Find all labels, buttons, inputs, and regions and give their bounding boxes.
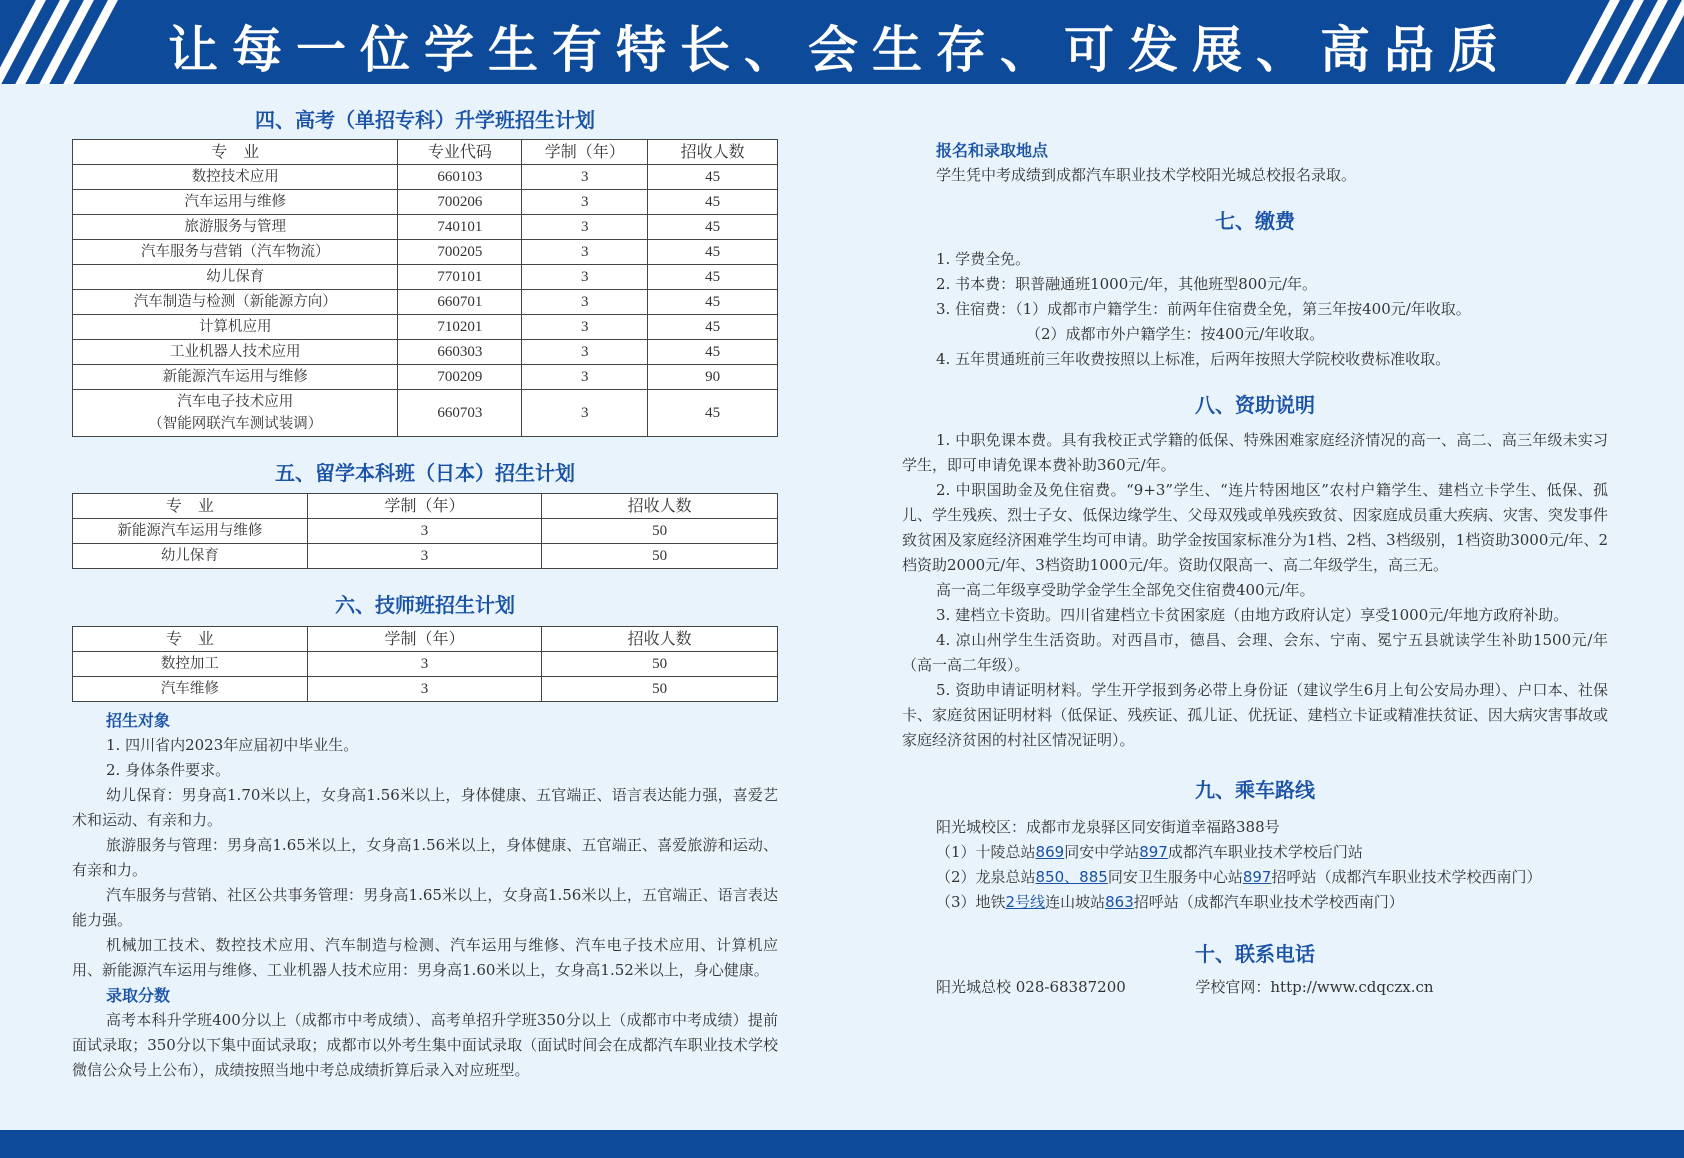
metro-line: 2号线 — [1005, 893, 1046, 911]
cell-years: 3 — [522, 365, 648, 390]
cell-code: 770101 — [398, 265, 522, 290]
cell-major: 工业机器人技术应用 — [73, 340, 398, 365]
section-9-title: 九、乘车路线 — [1195, 778, 1315, 802]
cell-major: 数控技术应用 — [73, 165, 398, 190]
table-row — [73, 340, 778, 365]
section-8-title: 八、资助说明 — [1195, 393, 1315, 417]
fee-line5: 4. 五年贯通班前三年收费按照以上标准，后两年按照大学院校收费标准收取。 — [936, 350, 1451, 368]
bus-number: 897 — [1242, 868, 1272, 886]
table-row — [73, 677, 778, 702]
section-7-title: 七、缴费 — [1215, 209, 1295, 233]
route-3-origin: （3）地铁 — [936, 893, 1006, 911]
col-header: 学制（年） — [307, 494, 542, 519]
table-row — [73, 190, 778, 215]
cell-count: 45 — [648, 390, 778, 437]
cell-major: 新能源汽车运用与维修 — [73, 519, 308, 544]
cell-major — [73, 390, 398, 437]
cell-major: 幼儿保育 — [73, 265, 398, 290]
cell-count: 45 — [648, 165, 778, 190]
cell-code: 710201 — [398, 315, 522, 340]
table-gaokao-plan — [72, 139, 778, 437]
bus-number: 863 — [1105, 893, 1134, 911]
cell-years: 3 — [522, 165, 648, 190]
table-row — [73, 240, 778, 265]
bus-number: 850、885 — [1035, 868, 1108, 886]
table-row — [73, 390, 778, 437]
route-2 — [902, 865, 1608, 890]
table-row — [73, 519, 778, 544]
route-2-stop: 同安卫生服务中心站 — [1107, 868, 1243, 886]
section-4-title: 四、高考（单招专科）升学班招生计划 — [255, 108, 595, 132]
website: 学校官网：http://www.cdqczx.cn — [1195, 978, 1434, 996]
cell-years: 3 — [522, 340, 648, 365]
cell-major: 幼儿保育 — [73, 544, 308, 569]
cell-major: 汽车制造与检测（新能源方向） — [73, 290, 398, 315]
col-header: 专 业 — [73, 627, 308, 652]
target-p5: 汽车服务与营销、社区公共事务管理：男身高1.65米以上，女身高1.56米以上，五官端正、语言表达能力强。 — [72, 886, 778, 929]
score-heading: 录取分数 — [106, 986, 171, 1005]
col-header: 招收人数 — [542, 494, 778, 519]
bus-number: 897 — [1139, 843, 1168, 861]
aid-p2b: 高一高二年级享受助学金学生全部免交住宿费400元/年。 — [936, 581, 1315, 599]
route-1 — [902, 840, 1608, 865]
cell-major: 汽车服务与营销（汽车物流） — [73, 240, 398, 265]
slogan: 让每一位学生有特长、会生存、可发展、高品质 — [168, 21, 1512, 79]
cell-years: 3 — [307, 677, 542, 702]
aid-p4: 4. 凉山州学生生活资助。对西昌市，德昌、会理、会东、宁南、冕宁五县就读学生补助1500元/年（高一高二年级）。 — [902, 631, 1608, 674]
table-row — [73, 544, 778, 569]
cell-count: 45 — [648, 290, 778, 315]
col-header: 招收人数 — [542, 627, 778, 652]
table-row — [73, 365, 778, 390]
target-p4: 旅游服务与管理：男身高1.65米以上，女身高1.56米以上，身体健康、五官端正、喜爱旅游和运动、有亲和力。 — [72, 836, 778, 879]
cell-years: 3 — [522, 390, 648, 437]
cell-major: 数控加工 — [73, 652, 308, 677]
table-row — [73, 652, 778, 677]
cell-code: 740101 — [398, 215, 522, 240]
route-3-stop: 连山坡站 — [1045, 893, 1106, 911]
col-header: 专 业 — [73, 494, 308, 519]
route-2-origin: （2）龙泉总站 — [936, 868, 1036, 886]
route-1-stop: 同安中学站 — [1064, 843, 1140, 861]
cell-count: 50 — [542, 652, 778, 677]
cell-years: 3 — [522, 190, 648, 215]
col-header: 专 业 — [73, 140, 398, 165]
route-3-dest: 招呼站（成都汽车职业技术学校西南门） — [1133, 893, 1404, 911]
table-row — [73, 265, 778, 290]
col-header: 学制（年） — [307, 627, 542, 652]
table-row — [73, 290, 778, 315]
cell-major-line1: 汽车电子技术应用 — [177, 394, 294, 410]
fee-line4: （2）成都市外户籍学生：按400元/年收取。 — [1026, 325, 1325, 343]
cell-years: 3 — [307, 519, 542, 544]
aid-p2: 2. 中职国助金及免住宿费。“9+3”学生、“连片特困地区”农村户籍学生、建档立卡学生、低保、孤儿、学生残疾、烈士子女、低保边缘学生、父母双残或单残疾致贫、因家庭成员重大疾病、灾害、突发事件致贫困及家庭经济困难学生均可申请。助学金按国家标准分为1档、2档、3档级别，1档资助3000元/年、2档资助2000元/年、3档资助1000元/年。资助仅限高一、高二年级学生，高三无。 — [902, 481, 1608, 574]
cell-count: 50 — [542, 519, 778, 544]
cell-code: 660303 — [398, 340, 522, 365]
footer-bar — [0, 1130, 1684, 1158]
decor-stripes-left — [0, 0, 110, 84]
table-header-row — [73, 627, 778, 652]
fee-line2: 2. 书本费：职普融通班1000元/年，其他班型800元/年。 — [936, 275, 1317, 293]
target-p1: 1. 四川省内2023年应届初中毕业生。 — [106, 736, 359, 754]
table-header-row — [73, 494, 778, 519]
header-banner — [0, 0, 1684, 84]
cell-code: 660103 — [398, 165, 522, 190]
fee-line3: 3. 住宿费：（1）成都市户籍学生：前两年住宿费全免，第三年按400元/年收取。 — [936, 300, 1471, 318]
col-header: 专业代码 — [398, 140, 522, 165]
score-p1: 高考本科升学班400分以上（成都市中考成绩）、高考单招升学班350分以上（成都市中考成绩）提前面试录取；350分以下集中面试录取；成都市以外考生集中面试录取（面试时间会在成都汽车职业技术学校微信公众号上公布），成绩按照当地中考总成绩折算后录入对应班型。 — [72, 1011, 778, 1079]
route-3 — [902, 890, 1608, 915]
cell-code: 700206 — [398, 190, 522, 215]
route-1-origin: （1）十陵总站 — [936, 843, 1036, 861]
section-6-title: 六、技师班招生计划 — [335, 593, 515, 617]
cell-years: 3 — [522, 215, 648, 240]
cell-major: 汽车运用与维修 — [73, 190, 398, 215]
cell-years: 3 — [522, 240, 648, 265]
cell-count: 50 — [542, 544, 778, 569]
table-header-row — [73, 140, 778, 165]
right-column — [902, 84, 1608, 1000]
cell-code: 700205 — [398, 240, 522, 265]
cell-count: 45 — [648, 190, 778, 215]
contact-line — [902, 975, 1608, 1000]
cell-code: 660703 — [398, 390, 522, 437]
cell-major: 旅游服务与管理 — [73, 215, 398, 240]
cell-count: 45 — [648, 340, 778, 365]
bus-number: 869 — [1035, 843, 1065, 861]
cell-years: 3 — [522, 315, 648, 340]
aid-p1: 1. 中职免课本费。具有我校正式学籍的低保、特殊困难家庭经济情况的高一、高二、高三年级未实习学生，即可申请免课本费补助360元/年。 — [902, 431, 1608, 474]
cell-years: 3 — [307, 652, 542, 677]
table-japan-plan — [72, 493, 778, 569]
phone: 阳光城总校 028-68387200 — [936, 978, 1126, 996]
aid-p5: 5. 资助申请证明材料。学生开学报到务必带上身份证（建议学生6月上旬公安局办理）、户口本、社保卡、家庭贫困证明材料（低保证、残疾证、孤儿证、优抚证、建档立卡证或精准扶贫证、因大病灾害事故或家庭经济贫困的村社区情况证明）。 — [902, 681, 1608, 749]
col-header: 学制（年） — [522, 140, 648, 165]
cell-count: 90 — [648, 365, 778, 390]
cell-major-line2: （智能网联汽车测试装调） — [148, 416, 323, 432]
route-campus: 阳光城校区：成都市龙泉驿区同安街道幸福路388号 — [936, 818, 1280, 836]
section-10-title: 十、联系电话 — [1195, 942, 1315, 966]
enroll-p1: 学生凭中考成绩到成都汽车职业技术学校阳光城总校报名录取。 — [936, 166, 1357, 184]
cell-count: 45 — [648, 215, 778, 240]
table-technician-plan — [72, 626, 778, 702]
aid-p3: 3. 建档立卡资助。四川省建档立卡贫困家庭（由地方政府认定）享受1000元/年地方政府补助。 — [936, 606, 1569, 624]
target-heading: 招生对象 — [106, 711, 171, 730]
cell-count: 45 — [648, 315, 778, 340]
cell-years: 3 — [522, 290, 648, 315]
target-p6: 机械加工技术、数控技术应用、汽车制造与检测、汽车运用与维修、汽车电子技术应用、计算机应用、新能源汽车运用与维修、工业机器人技术应用：男身高1.60米以上，女身高1.52米以上，身心健康。 — [72, 936, 778, 979]
cell-count: 50 — [542, 677, 778, 702]
cell-major: 新能源汽车运用与维修 — [73, 365, 398, 390]
cell-count: 45 — [648, 265, 778, 290]
table-row — [73, 315, 778, 340]
enroll-heading: 报名和录取地点 — [936, 141, 1049, 160]
cell-years: 3 — [307, 544, 542, 569]
table-row — [73, 165, 778, 190]
col-header: 招收人数 — [648, 140, 778, 165]
cell-code: 660701 — [398, 290, 522, 315]
cell-count: 45 — [648, 240, 778, 265]
decor-stripes-right — [1574, 0, 1684, 84]
cell-major: 汽车维修 — [73, 677, 308, 702]
fee-line1: 1. 学费全免。 — [936, 250, 1031, 268]
table-row — [73, 215, 778, 240]
route-1-dest: 成都汽车职业技术学校后门站 — [1167, 843, 1363, 861]
route-2-dest: 招呼站（成都汽车职业技术学校西南门） — [1271, 868, 1542, 886]
target-p3: 幼儿保育：男身高1.70米以上，女身高1.56米以上，身体健康、五官端正、语言表达能力强，喜爱艺术和运动、有亲和力。 — [72, 786, 778, 829]
section-5-title: 五、留学本科班（日本）招生计划 — [275, 461, 575, 485]
left-column — [72, 84, 778, 1083]
cell-code: 700209 — [398, 365, 522, 390]
cell-major: 计算机应用 — [73, 315, 398, 340]
target-p2: 2. 身体条件要求。 — [106, 761, 231, 779]
cell-years: 3 — [522, 265, 648, 290]
